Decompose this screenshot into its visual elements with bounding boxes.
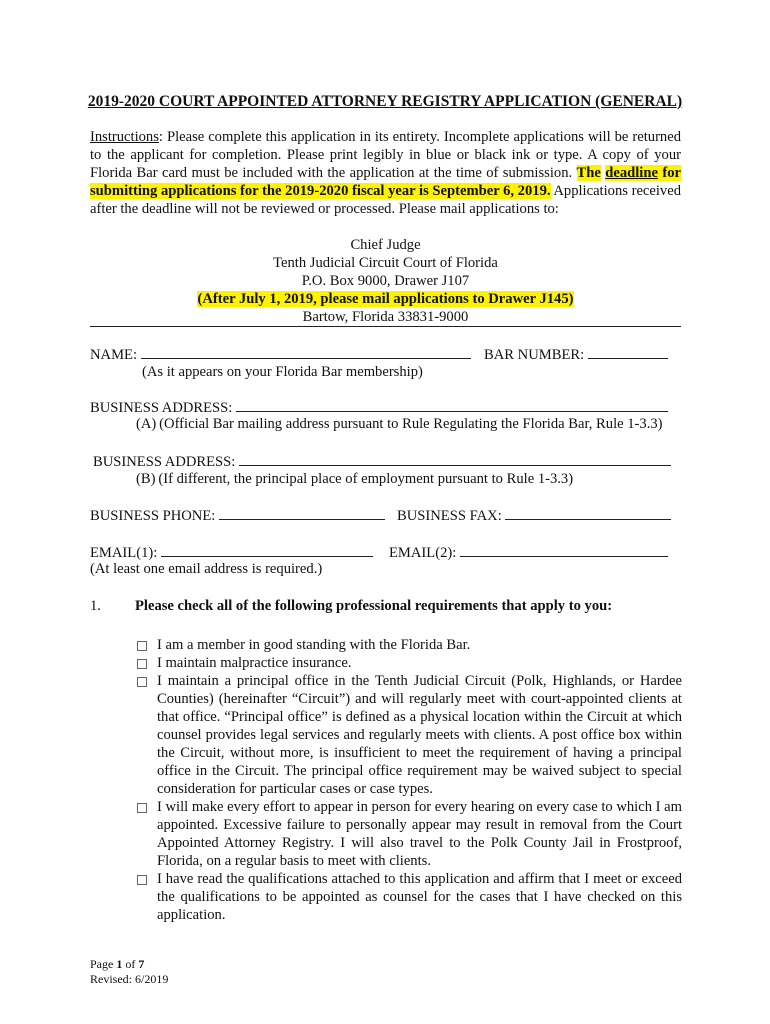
page-current: 1 xyxy=(116,957,123,971)
business-fax-row xyxy=(397,506,671,525)
mailing-address xyxy=(90,236,681,326)
business-phone-input-line[interactable] xyxy=(219,506,385,520)
name-input-line[interactable] xyxy=(141,345,471,359)
checklist-item xyxy=(137,672,682,798)
checkbox[interactable] xyxy=(137,677,147,687)
checkbox[interactable] xyxy=(137,803,147,813)
name-field-row xyxy=(90,345,471,364)
business-address-a-label: BUSINESS ADDRESS: xyxy=(90,400,233,416)
page-of: of xyxy=(122,957,139,971)
checklist-item xyxy=(137,636,682,654)
requirements-checklist xyxy=(137,636,682,924)
business-address-a-input-line[interactable] xyxy=(236,398,668,412)
email2-label: EMAIL(2): xyxy=(389,545,457,561)
page-number xyxy=(90,957,168,972)
business-address-a-note: (A) (Official Bar mailing address pursuant to Rule Regulating the Florida Bar, Rule 1-3.3) xyxy=(136,416,663,432)
checkbox[interactable] xyxy=(137,875,147,885)
bar-number-row xyxy=(484,345,668,364)
address-line-2: Tenth Judicial Circuit Court of Florida xyxy=(273,255,498,271)
instructions-text: : Please complete this application in its entirety. Incomplete applications will be returned to the applicant for completion. Please print legibly in blue or black ink or type. A copy of your Florida Bar card must be included with the application at the time of submission. xyxy=(90,129,681,181)
page-prefix: Page xyxy=(90,957,117,971)
address-line-4-highlight: (After July 1, 2019, please mail applications to Drawer J145) xyxy=(197,291,574,307)
business-address-b-note: (B) (If different, the principal place of employment pursuant to Rule 1-3.3) xyxy=(136,471,574,487)
page-footer xyxy=(90,957,168,987)
business-address-b-row xyxy=(93,452,671,471)
email1-label: EMAIL(1): xyxy=(90,545,158,561)
checklist-item-text: I maintain malpractice insurance. xyxy=(157,655,352,671)
checklist-item xyxy=(137,654,682,672)
document-title: 2019-2020 COURT APPOINTED ATTORNEY REGISTRY APPLICATION (GENERAL) xyxy=(87,93,683,110)
business-phone-row xyxy=(90,506,385,525)
checklist-item xyxy=(137,870,682,924)
section-divider xyxy=(90,326,681,327)
business-address-a-row xyxy=(90,398,668,417)
address-line-5: Bartow, Florida 33831-9000 xyxy=(302,309,469,325)
business-address-b-label: BUSINESS ADDRESS: xyxy=(93,454,236,470)
checklist-item xyxy=(137,798,682,870)
bar-number-label: BAR NUMBER: xyxy=(484,347,585,363)
address-line-3: P.O. Box 9000, Drawer J107 xyxy=(301,273,470,289)
email1-input-line[interactable] xyxy=(161,543,373,557)
email2-row xyxy=(389,543,668,562)
name-note: (As it appears on your Florida Bar membership) xyxy=(142,364,423,380)
checklist-item-text: I have read the qualifications attached to this application and affirm that I meet or exceed the qualifications to be appointed as counsel for the cases that I have checked on this application. xyxy=(157,871,682,923)
name-label: NAME: xyxy=(90,347,138,363)
business-fax-input-line[interactable] xyxy=(505,506,671,520)
instructions-label: Instructions xyxy=(90,129,159,145)
instructions-paragraph xyxy=(90,128,681,218)
business-fax-label: BUSINESS FAX: xyxy=(397,508,502,524)
question-1-number: 1. xyxy=(90,598,101,614)
checklist-item-text: I maintain a principal office in the Tenth Judicial Circuit (Polk, Highlands, or Hardee Counties) (hereinafter “Circuit”) and will regularly meet with court-appointed clients at that office. “Principal office” is defined as a physical location within the Circuit at which counsel provides legal services and regularly meets with clients. A post office box within the Circuit, without more, is insufficient to meet the requirement of having a principal office in the Circuit. The principal office requirement may be waived subject to special consideration for particular cases or case types. xyxy=(157,673,682,797)
question-1-text: Please check all of the following professional requirements that apply to you: xyxy=(135,598,613,614)
deadline-highlight-text: for submitting applications for the 2019-2020 fiscal year is September 6, 2019. xyxy=(90,165,681,199)
checklist-item-text: I will make every effort to appear in person for every hearing on every case to which I am appointed. Excessive failure to personally appear may result in removal from the Court Appointed Attorney Registry. I will also travel to the Polk County Jail in Frostproof, Florida, on a regular basis to meet with clients. xyxy=(157,799,682,869)
email-note: (At least one email address is required.) xyxy=(90,561,323,577)
revision-date: Revised: 6/2019 xyxy=(90,972,169,986)
deadline-highlight-word: deadline xyxy=(605,165,658,181)
business-phone-label: BUSINESS PHONE: xyxy=(90,508,216,524)
business-address-b-input-line[interactable] xyxy=(239,452,671,466)
address-line-1: Chief Judge xyxy=(350,237,421,253)
bar-number-input-line[interactable] xyxy=(588,345,668,359)
email2-input-line[interactable] xyxy=(460,543,668,557)
checkbox[interactable] xyxy=(137,641,147,651)
email1-row xyxy=(90,543,373,562)
page-total: 7 xyxy=(138,957,145,971)
instructions-text-after: Applications received after the deadline will not be reviewed or processed. Please mail applications to: xyxy=(90,183,682,217)
checklist-item-text: I am a member in good standing with the Florida Bar. xyxy=(157,637,471,653)
checkbox[interactable] xyxy=(137,659,147,669)
deadline-highlight-the: The xyxy=(576,165,601,181)
